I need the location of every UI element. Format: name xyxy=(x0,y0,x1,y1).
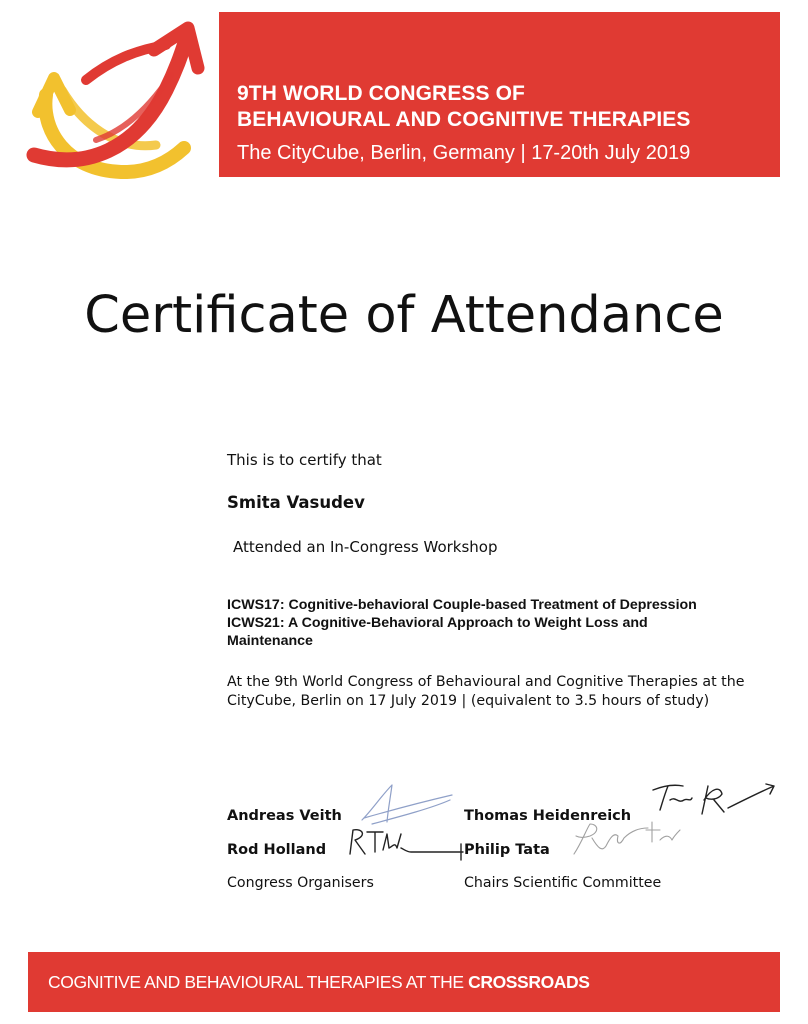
workshop-list xyxy=(227,596,787,650)
congress-title-line2: BEHAVIOURAL AND COGNITIVE THERAPIES xyxy=(237,108,691,131)
workshop-line: ICWS17: Cognitive-behavioral Couple-based Treatment of Depression xyxy=(227,597,697,613)
signature-thomas-heidenreich xyxy=(648,778,778,818)
signatory-name: Philip Tata xyxy=(464,842,550,858)
statement-line: CityCube, Berlin on 17 July 2019 | (equivalent to 3.5 hours of study) xyxy=(227,693,710,709)
signature-rod-holland xyxy=(345,822,467,862)
signatory-name: Andreas Veith xyxy=(227,808,342,824)
congress-title-line1: 9TH WORLD CONGRESS OF xyxy=(237,82,525,105)
footer-banner xyxy=(28,952,780,1012)
statement-line: At the 9th World Congress of Behavioural and Cognitive Therapies at the xyxy=(227,674,745,690)
footer-tagline-regular: COGNITIVE AND BEHAVIOURAL THERAPIES AT THE xyxy=(48,972,469,992)
congress-venue-date: The CityCube, Berlin, Germany | 17-20th July 2019 xyxy=(237,142,691,164)
certificate-title: Certificate of Attendance xyxy=(84,286,724,345)
signatory-name: Thomas Heidenreich xyxy=(464,808,632,824)
footer-tagline-bold: CROSSROADS xyxy=(468,972,590,992)
signatory-role: Chairs Scientific Committee xyxy=(464,875,662,891)
workshop-line: ICWS21: A Cognitive-Behavioral Approach to Weight Loss and xyxy=(227,615,648,631)
congress-logo-icon xyxy=(26,20,211,180)
workshop-line: Maintenance xyxy=(227,633,313,649)
congress-banner xyxy=(219,12,780,177)
signatory-name: Rod Holland xyxy=(227,842,327,858)
footer-tagline xyxy=(48,972,590,993)
recipient-name: Smita Vasudev xyxy=(227,493,365,512)
signature-philip-tata xyxy=(568,818,683,860)
attended-text: Attended an In-Congress Workshop xyxy=(233,538,498,556)
signatory-role: Congress Organisers xyxy=(227,875,374,891)
attendance-statement xyxy=(227,673,787,711)
certify-text: This is to certify that xyxy=(227,451,382,469)
